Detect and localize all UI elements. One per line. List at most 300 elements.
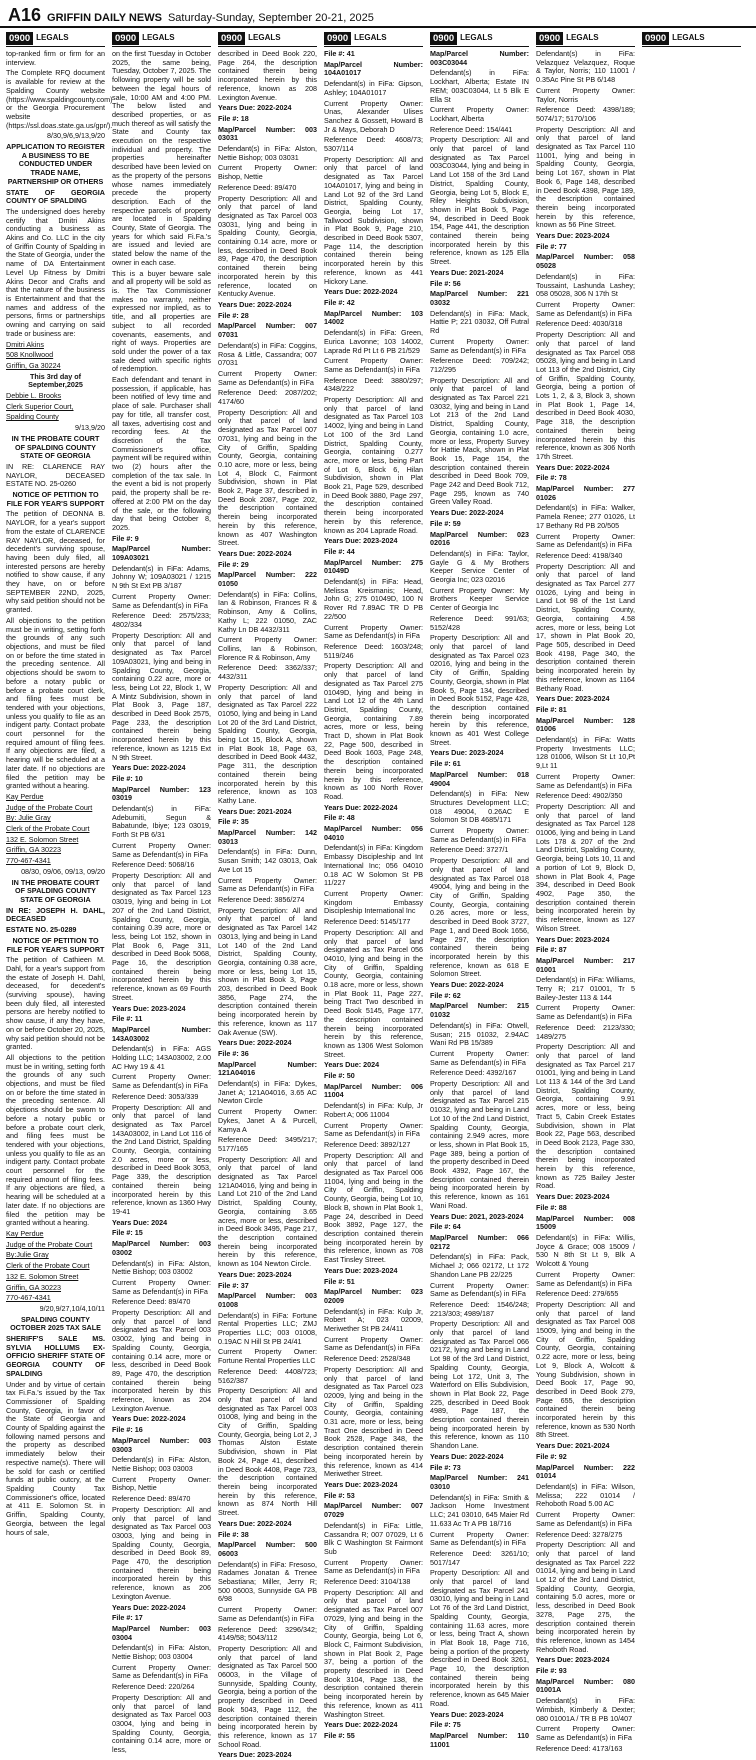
legal-paragraph: File #: 28: [218, 310, 249, 320]
legal-paragraph: Reference Deed: 3495/217; 5177/165: [218, 1135, 317, 1153]
legal-paragraph: Current Property Owner: Same as Defendant(s) in FiFa: [112, 840, 211, 859]
legal-paragraph: Years Due: 2022-2024: [324, 802, 398, 812]
legal-paragraph: Reference Deed: 4902/350: [536, 791, 623, 801]
legal-paragraph: Defendant(s) in FiFa: AGS Holding LLC; 143A03002, 2.00 AC Hwy 19 & 41: [112, 1044, 211, 1071]
legal-paragraph: Defendant(s) in FiFa: Lockhart, Alberta; Estate IN REM; 003C03044, Lt 5 Blk E Ella St: [430, 68, 529, 104]
legal-paragraph: Current Property Owner: Same as Defendant(s) in FiFa: [112, 591, 211, 610]
legal-paragraph: File #: 42: [324, 297, 355, 307]
legal-paragraph: Defendant(s) in FiFa: Coggins, Rosa & Little, Cassandra; 007 07031: [218, 340, 317, 368]
legal-paragraph: Clerk of the Probate Court: [6, 824, 90, 834]
legal-paragraph: By:Julie Gray: [6, 1250, 49, 1260]
legal-paragraph: Years Due: 2022-2024: [218, 1518, 292, 1528]
legal-paragraph: All objections to the petition must be in writing, setting forth the grounds of any such objections, and must be filed on or before the time stated in the preceding sentence. All objections should be sworn to before a notary public or before a probate court clerk, and filing fees must be tendered with your objections, unless you qualify to file as an indigent party. Contact probate court personnel for the required amount of filing fees. If any objections are filed, a hearing will be scheduled at a later date. If no objections are filed the petition may be granted without a hearing.: [6, 615, 105, 791]
legal-paragraph: Reference Deed: 2123/330; 1489/275: [536, 1022, 635, 1041]
legal-paragraph: Years Due: 2023-2024: [536, 934, 610, 944]
legal-paragraph: Current Property Owner: Same as Defendant(s) in FiFa: [324, 1120, 423, 1139]
legal-paragraph: 132 E. Solomon Street: [6, 834, 79, 844]
legal-paragraph: IN THE PROBATE COURT OF SPALDING COUNTY STATE OF GEORGIA: [11, 433, 100, 461]
legal-paragraph: Defendant(s) in FiFa: Dykes, Janet A; 121A04016, 3.65 AC Newton Circle: [218, 1079, 317, 1106]
legals-code: 0900: [536, 32, 563, 45]
legal-paragraph: File #: 56: [430, 278, 461, 288]
legal-paragraph: All objections to the petition must be in writing, setting forth the grounds of any such objections, and must be filed on or before the time stated in the preceding sentence. All objections should be sworn to before a notary public or before a probate court clerk, and filing fees must be tendered with your objections, unless you qualify to file as an indigent party. Contact probate court personnel for the required amount of filing fees. If any objections are filed, a hearing will be scheduled at a later date. If no objections are filed the petition may be granted without a hearing.: [6, 1052, 105, 1228]
legals-code: 0900: [6, 32, 33, 45]
legal-paragraph: Years Due: 2023-2024: [430, 748, 504, 758]
legal-paragraph: Defendant(s) in FiFa: Pack, Michael J; 066 02172, Lt 172 Shandon Lane PB 22/225: [430, 1252, 529, 1279]
legal-paragraph: Years Due: 2022-2024: [218, 103, 292, 113]
legal-paragraph: Property Description: All and only that parcel of land designated as Tax Parcel 023 02016, lying and being in the City of Griffin, Spalding County, Georgia, shown in Plat Book 5, Page 134, described in Deed Book 5152, Page 428, the description contained therein being incorporated herein by this reference, known as 401 West College Street.: [430, 633, 529, 747]
legal-paragraph: Defendant(s) in FiFa: Kulp, Jr Robert A; 006 11004: [324, 1101, 423, 1119]
legal-paragraph: Property Description: All and only that parcel of land designated as Tax Parcel 007 07029, lying and being in the City of Griffin, Spalding County, Georgia, being Lot 6, Block C, Fairmont Subdivision, shown in Plat Book 2, Page 37, being a portion of the property described in Deed Book 3104, Page 138, the description contained therein being incorporated herein by this reference, known as 411 Washington Street.: [324, 1587, 423, 1719]
page-masthead: [0, 0, 756, 28]
legal-paragraph: File #: 55: [324, 1730, 355, 1740]
legal-paragraph: Spalding County: [6, 412, 59, 422]
legal-paragraph: Reference Deed: 2528/348: [324, 1354, 411, 1364]
legal-paragraph: File #: 87: [536, 945, 567, 955]
legal-paragraph: File #: 11: [112, 1014, 143, 1024]
legal-paragraph: Current Property Owner: Same as Defendant(s) in FiFa: [536, 299, 635, 318]
legal-paragraph: NOTICE OF PETITION TO FILE FOR YEAR'S SUPPORT: [6, 490, 105, 508]
legal-paragraph: Property Description: All and only that parcel of land designated as Tax Parcel 023 02009, lying and being in the City of Griffin, Spalding County, Georgia, containing 0.31 acre, more or less, being Tract One described in Deed Book 2528, Page 348, the description contained therein being incorporated herein by this reference, known as 414 Meriwether Street.: [324, 1364, 423, 1479]
legals-code: 0900: [218, 32, 245, 45]
legal-paragraph: Current Property Owner: Same as Defendant(s) in FiFa: [430, 1529, 529, 1548]
legals-header: [324, 32, 423, 47]
legal-paragraph: File #: 36: [218, 1048, 249, 1058]
legal-paragraph: Reference Deed: 4173/163: [536, 1743, 623, 1753]
legal-paragraph: Defendant(s) in FiFa: Mack, Hattie P; 221 03032, Off Futral Rd: [430, 308, 529, 336]
legals-label: LEGALS: [460, 33, 493, 43]
legal-paragraph: Map/Parcel Number: 142 03013: [218, 828, 317, 846]
legal-paragraph: File #: 75: [430, 1720, 461, 1730]
column-body: [112, 50, 211, 1755]
legal-paragraph: Kay Perdue: [6, 1229, 44, 1238]
legal-paragraph: Current Property Owner: Same as Defendant(s) in FiFa: [324, 1334, 423, 1353]
legal-paragraph: 8/30,9/6,9/13,9/20: [47, 131, 105, 141]
legal-paragraph: described in Deed Book 220, Page 264, the description contained therein being incorporated herein by this reference, known as 208 Lexington Avenue.: [218, 49, 317, 102]
legal-paragraph: Judge of the Probate Court: [6, 1239, 93, 1249]
legal-paragraph: Map/Parcel Number: 500 06003: [218, 1540, 317, 1558]
legal-paragraph: IN RE: JOSEPH H. DAHL, DECEASED: [6, 905, 105, 924]
legal-paragraph: Griffin, GA 30223: [6, 845, 62, 855]
legal-paragraph: Years Due: 2023-2024: [536, 231, 610, 241]
legals-header: [642, 32, 741, 47]
legal-paragraph: Defendant(s) in FiFa: Watts Property Investments LLC; 128 01006, Wilson St Lt 10,Pt 9,Lt 11: [536, 735, 635, 771]
legal-paragraph: Each defendant and tenant in possession, if applicable, has been notified of levy time and place of sale. Purchaser shall pay for title, all transfer cost, all taxes, advertising cost and recording fees. At the discretion of the Tax Commissioner's office, payment will be required within two (2) hours after the completion of the tax sale. In the event a bid is not properly paid, the property shall be re-offered at 2:00 PM on the day of the sale, or the following day that being October 8, 2025.: [112, 375, 211, 532]
legal-paragraph: File #: 50: [324, 1071, 355, 1081]
column-body: [324, 50, 423, 1741]
legal-paragraph: Years Due: 2024: [112, 1217, 168, 1227]
legal-paragraph: File #: 77: [536, 241, 567, 251]
legal-paragraph: Current Property Owner: Taylor, Norris: [536, 85, 635, 104]
legal-paragraph: Current Property Owner: Same as Defendant(s) in FiFa: [324, 356, 423, 374]
legal-paragraph: 508 Knollwood: [6, 350, 54, 360]
legal-paragraph: Map/Parcel Number: 215 01032: [430, 1001, 529, 1020]
legals-code: 0900: [112, 32, 139, 45]
legal-paragraph: Reference Deed: 3053/339: [112, 1091, 199, 1101]
legal-paragraph: Current Property Owner: Same as Defendant(s) in FiFa: [536, 1510, 635, 1528]
legal-paragraph: Defendant(s) in FiFa: Little, Cassandra R; 007 07029, Lt 6 Blk C Washington St Fairmont Sub: [324, 1520, 423, 1556]
legal-paragraph: Years Due: 2021-2024: [218, 806, 292, 816]
legal-paragraph: The Complete RFQ document is available for review at the Spalding County website (https://www.spaldingcounty.com) or the Georgia Procurement website (https://ssl.doas.state.ga.us/gpr/).: [6, 68, 113, 130]
column-1: [6, 32, 113, 1592]
legal-paragraph: Map/Parcel Number: 003 01008: [218, 1291, 317, 1309]
legal-paragraph: Under and by virtue of certain tax Fi.Fa.'s issued by the Tax Commissioner of Spalding County, Georgia, in favor of the State of Georgia and County of Spalding against the following named persons and the property as described immediately below their respective name(s). There will be sold for cash or certified funds at public outcry, at the Spalding County Tax Commissioner's office, located at 411 E. Solomon St. in Griffin, Spalding County, Georgia, between the legal hours of sale,: [6, 1379, 105, 1537]
legal-paragraph: Reference Deed: 89/470: [218, 182, 297, 192]
legal-paragraph: Dmitri Akins: [6, 339, 44, 349]
column-body: [218, 50, 317, 1760]
legal-paragraph: Property Description: All and only that parcel of land designated as Tax Parcel 058 05028, lying and being in Land Lot 113 of the 2nd District, City of Griffin, Spalding County, Georgia, being a portion of Lots 1, 2, & 3, Block 3, shown in Plat Book 1, Page 14, described in Deed Book 4030, Page 318, the description contained therein being incorporated herein by this reference, known as 306 North 17th Street.: [536, 330, 635, 461]
legal-paragraph: Current Property Owner: Unas, Alexander Ulises Sanchez & Gossett, Howard B Jr & Mays, Deborah D: [324, 98, 423, 134]
legal-paragraph: 08/30, 09/06, 09/13, 09/20: [21, 866, 105, 876]
legal-paragraph: Map/Parcel Number: 109A03021: [112, 544, 211, 563]
legal-paragraph: Defendant(s) in FiFa: Wilson, Melissa; 222 01014 / Rehoboth Road 5.00 AC: [536, 1481, 635, 1509]
legal-paragraph: Current Property Owner: Dykes, Janet A & Purcell, Kamya A: [218, 1107, 317, 1134]
legal-paragraph: Years Due: 2022-2024: [218, 299, 292, 309]
legal-paragraph: File #: 15: [112, 1228, 143, 1238]
legal-paragraph: Defendant(s) in FiFa: Smith & Jackson Home Investment LLC; 241 03010, 645 Maier Rd 11.633 Ac Tr A PB 18/716: [430, 1492, 529, 1528]
legal-paragraph: Defendant(s) in FiFa: Fortune Rental Properties LLC; ZMJ Properties LLC; 003 01008, 0.19AC N Hill St PB 24/41: [218, 1310, 317, 1346]
legal-paragraph: By: Julie Gray: [6, 813, 51, 823]
legal-paragraph: Reference Deed: 5068/16: [112, 860, 195, 870]
legal-paragraph: Property Description: All and only that parcel of land designated as Tax Parcel 003 03031, lying and being in Spalding County, Georgia, containing 0.14 acre, more or less, described in Deed Book 89, Page 470, the description contained therein being incorporated herein by this reference, located on Kentucky Avenue.: [218, 193, 317, 299]
column-2: [112, 32, 211, 1755]
legal-paragraph: 9/13,9/20: [75, 423, 105, 433]
legal-paragraph: 770-467-4341: [6, 856, 51, 866]
legal-paragraph: Property Description: All and only that parcel of land designated as Tax Parcel 003 03003, lying and being in Spalding County, Georgia, described in Deed Book 89, Page 470, the description contained therein being incorporated herein by this reference, known as 206 Lexington Avenue.: [112, 1504, 211, 1601]
legal-paragraph: Reference Deed: 2575/233; 4802/334: [112, 611, 211, 629]
legal-paragraph: Years Due: 2023-2024: [112, 1003, 186, 1013]
legal-paragraph: Years Due: 2022-2024: [430, 508, 504, 518]
legal-paragraph: Property Description: All and only that parcel of land designated as Tax Parcel 066 02172, lying and being in Land Lot 98 of the 3rd Land District, Spalding County, Georgia, being Lot 172, Unit 3, The Waterford on Ellis Subdivision, shown in Plat Book 22, Page 225, described in Deed Book 4989, Page 187, the description contained therein being incorporated herein by this reference, known as 110 Shandon Lane.: [430, 1319, 529, 1451]
legals-label: LEGALS: [672, 33, 705, 43]
legal-paragraph: SHERIFF'S SALE MS. SYLVIA HOLLUMS EX-OFFICIO SHERIFF STATE OF GEORGIA COUNTY OF SPALDING: [6, 1334, 105, 1378]
legal-paragraph: Map/Parcel Number: 003 03031: [218, 124, 317, 143]
legal-paragraph: Property Description: All and only that parcel of land designated as Tax Parcel 215 01032, lying and being in Land Lot 10 of the 2nd Land District, Spalding County, Georgia, containing 2.949 acres, more or less, shown in Plat Book 15, Page 389, being a portion of the property described in Deed Book 4392, Page 167, the description contained therein being incorporated herein by this reference, known as 161 Wani Road.: [430, 1079, 529, 1210]
legal-paragraph: Map/Parcel Number: 217 01001: [536, 955, 635, 974]
legal-paragraph: Reference Deed: 3296/342; 4149/58; 5043/112: [218, 1624, 317, 1643]
legal-paragraph: Griffin, Ga 30224: [6, 360, 61, 370]
legals-label: LEGALS: [354, 33, 387, 43]
legal-paragraph: Reference Deed: 1603/248; 5119/246: [324, 642, 423, 660]
legal-paragraph: Property Description: All and only that parcel of land designated as Tax Parcel 222 01014, lying and being in Land Lot 12 of the 3rd Land District, Spalding County, Georgia, containing 5.0 acres, more or less, described in Deed Book 3278, Page 275, the description contained therein being incorporated herein by this reference, known as 1454 Rehoboth Road.: [536, 1540, 635, 1654]
legal-paragraph: Map/Parcel Number: 123 03019: [112, 784, 211, 803]
legal-paragraph: This 3rd day of September,2025: [28, 371, 83, 390]
legal-paragraph: Map/Parcel Number: 003 03003: [112, 1435, 211, 1454]
legal-paragraph: Reference Deed: 3727/1: [430, 845, 509, 855]
legal-paragraph: Judge of the Probate Court: [6, 802, 93, 812]
legal-paragraph: Defendant(s) in FiFa: Wimbish, Kimberly & Dexter; 080 01001A / TR B PB 10/407: [536, 1696, 635, 1723]
legal-paragraph: 132 E. Solomon Street: [6, 1271, 79, 1281]
legal-paragraph: Map/Parcel Number: 007 07031: [218, 321, 317, 340]
legal-paragraph: The petition of Cathieen M. Dahl, for a year's support from the estate of Joseph H. Dahl, deceased, for decedent's (surviving spouse), having been duly filed, all interested persons are hereby notified to show cause, if any they have, on or before October 20, 2025, why said petition should not be granted.: [6, 955, 105, 1052]
legal-paragraph: Map/Parcel Number: 103 14002: [324, 308, 423, 327]
legal-paragraph: File #: 73: [430, 1462, 461, 1472]
legal-paragraph: Property Description: All and only that parcel of land designated as Tax Parcel 110 11001, lying and being in Spalding County, Georgia, being Lot 167, shown in Plat Book 6, Page 148, described in Deed Book 4398, Page 189, the description contained therein being incorporated herein by this reference, known as 56 Pine Street.: [536, 124, 635, 230]
legal-paragraph: Property Description: All and only that parcel of land designated as Tax Parcel 142 03013, lying and being in Land Lot 140 of the 2nd Land District, Spalding County, Georgia, containing 0.38 acre, more or less, being Lot 15, shown in Plat Book 3, Page 203, described in Deed Book 3856, Page 274, the description contained therein being incorporated herein by this reference, known as 117 Oak Avenue (SW).: [218, 905, 317, 1037]
legal-paragraph: Current Property Owner: Same as Defendant(s) in FiFa: [536, 1003, 635, 1022]
legal-paragraph: The undersigned does hereby certify that Dmitri Akins conducting a business as Akins and Co. LLC in the city of Griffin County of Spalding in the State of Georgia, under the name of DA Entertainment Level Up Fitness by Dmitri Akins Decor and Crafts and that the nature of the business is Entertainment and that the names and address of the persons, firms or partnerships owning and carrying on said trade or business are:: [6, 206, 105, 338]
legal-paragraph: Map/Parcel Number: 023 02016: [430, 529, 529, 548]
legal-paragraph: Current Property Owner: Same as Defendant(s) in FiFa: [430, 336, 529, 355]
legal-paragraph: Map/Parcel Number: 006 11004: [324, 1081, 423, 1100]
legal-paragraph: Years Due: 2022-2024: [112, 1602, 186, 1612]
legal-paragraph: Years Due: 2023-2024: [536, 1655, 610, 1665]
legal-paragraph: Years Due: 2023-2024: [324, 1479, 398, 1489]
legal-paragraph: Defendant(s) in FiFa: Fresoso, Radames Jonatan & Trenee Sebastiana; Miller, Jerry R; 500 06003, Sunnyside GA PB 6/98: [218, 1559, 317, 1604]
column-4: [324, 32, 423, 1740]
legal-paragraph: Current Property Owner: Kingdom Embassy Discipleship International Inc: [324, 888, 423, 916]
legal-paragraph: Property Description: All and only that parcel of land designated as Tax Parcel 123 03019, lying and being in Lot 207 of the 2nd Land District, Spalding County, Georgia, containing 0.39 acre, more or less, being Lot 152, shown in Plat Book 6, Page 311, described in Deed Book 5068, Page 16, the description contained therein being incorporated herein by this reference, known as 69 Fourth Street.: [112, 870, 211, 1002]
legal-paragraph: Current Property Owner: Same as Defendant(s) in FiFa: [430, 1048, 529, 1067]
legal-paragraph: Reference Deed: 89/470: [112, 1297, 191, 1307]
legal-paragraph: Map/Parcel Number: 003C03044: [430, 49, 529, 67]
column-5: [430, 32, 529, 1749]
legal-paragraph: Defendant(s) in FiFa: Adams, Johnny W; 109A03021 / 1215 N 9th St Ext PB 3/187: [112, 563, 211, 591]
legal-paragraph: Current Property Owner: Same as Defendant(s) in FiFa: [324, 622, 423, 641]
legal-paragraph: Map/Parcel Number: 275 01049D: [324, 557, 423, 576]
legal-paragraph: Current Property Owner: Same as Defendant(s) in FiFa: [536, 771, 635, 790]
legal-paragraph: Current Property Owner: Same as Defendant(s) in FiFa: [536, 531, 635, 550]
column-3: [218, 32, 317, 1760]
legal-paragraph: Property Description: All and only that parcel of land designated as Tax Parcel 241 03010, lying and being in Land Lot 76 of the 3rd Land District, Spalding County, Georgia, containing 11.63 acres, more or less, being Tract A, shown in Plat Book 18, Page 716, being a portion of the property described in Deed Book 3261, Page 10, the description contained therein being incorporated herein by this reference, known as 645 Maier Road.: [430, 1568, 529, 1708]
legal-paragraph: on the first Tuesday in October 2025, the same being, Tuesday, October 7, 2025. The following property will be sold between the legal hours of sale, 10:00 AM and 4:00 PM. The below listed and described properties, or as much thereof as will satisfy the State and County tax execution on the respective individual and property. The properties hereinafter described have been levied on as the property of the persons whose names immediately precede the property description. Each of the respective parcels of property are located in Spalding County, State of Georgia. The years for which said Fi.Fa.'s are issued and levied are stated below the name of the owner in each case.: [112, 49, 211, 267]
legal-paragraph: Defendant(s) in FiFa: Taylor, Gayle G & My Brothers Keeper Service Center of Georgia Inc; 023 02016: [430, 548, 529, 585]
legal-paragraph: Current Property Owner: Fortune Rental Properties LLC: [218, 1347, 317, 1366]
legal-paragraph: Reference Deed: 279/655: [536, 1289, 619, 1299]
legal-paragraph: Map/Parcel Number: 056 04010: [324, 824, 423, 842]
legal-paragraph: Reference Deed: 709/242; 712/295: [430, 356, 529, 374]
legal-paragraph: This is a buyer beware sale and all property will be sold as is. The Tax Commissioner makes no warranty, neither expressed nor implied, as to title, and all properties are subject to all recorded covenants, easements, and right of ways. Properties are sold under the power of a tax sale deed with specific rights of redemption.: [112, 268, 211, 374]
legal-paragraph: Years Due: 2022-2024: [324, 287, 398, 297]
legal-paragraph: Reference Deed: 1546/248; 2213/303; 4989/187: [430, 1299, 529, 1318]
legal-paragraph: Property Description: All and only that parcel of land designated as Tax Parcel 018 49004, lying and being in the City of Griffin, Spalding County, Georgia, containing 0.26 acres, more or less, described in Deed Book 3727, Page 1, and Deed Book 1656, Page 297, the description contained therein being incorporated herein by this reference, known as 618 E Solomon Street.: [430, 856, 529, 979]
legal-paragraph: File #: 10: [112, 773, 143, 783]
legal-paragraph: Current Property Owner: Same as Defendant(s) in FiFa: [430, 1280, 529, 1299]
legal-paragraph: Defendant(s) in FiFa: Alston, Nettie Bishop; 003 03003: [112, 1455, 211, 1473]
legal-paragraph: File #: 38: [218, 1529, 249, 1539]
legal-paragraph: File #: 53: [324, 1490, 355, 1500]
legal-paragraph: Map/Parcel Number: 008 15009: [536, 1213, 635, 1232]
legal-columns: [0, 28, 756, 1760]
legal-paragraph: Property Description: All and only that parcel of land designated as Tax Parcel 003 03004, lying and being in Spalding County, Georgia, containing 0.14 acre, more or less,: [112, 1692, 211, 1755]
legal-paragraph: Defendant(s) in FiFa: Head, Melissa Kreismanis; Head, John G; 275 01049D, 100 N Rover Rd 7.89AC TR D PB 22/500: [324, 577, 423, 621]
legal-paragraph: 770-467-4341: [6, 1293, 51, 1303]
legal-paragraph: The petition of DEONNA B. NAYLOR, for a year's support from the estate of CLARENCE RAY NAYLOR, deceased, for decedent's surviving spouse, having been duly filed, all interested persons are hereby notified to show cause, if any they have, on or before SEPTEMBER 22ND, 2025, why said petition should not be granted.: [6, 509, 105, 615]
legal-paragraph: Current Property Owner: Same as Defendant(s) in FiFa: [430, 826, 529, 844]
legal-paragraph: File #: 9: [112, 533, 139, 543]
legal-paragraph: Reference Deed: 220/264: [112, 1682, 195, 1692]
legal-paragraph: SPALDING COUNTY OCTOBER 2025 TAX SALE: [10, 1314, 101, 1333]
legal-paragraph: Property Description: All and only that parcel of land designated as Tax Parcel 109A03021, lying and being in Spalding County, Georgia, containing 0.22 acre, more or less, being Lot 22, Block 1, W A Mintz Subdivision, shown in Plat Book 3, Page 187, described in Deed Book 2575, Page 233, the description contained therein being incorporated herein by this reference, known as 1215 Ext N 9th Street.: [112, 630, 211, 762]
legal-paragraph: Map/Parcel Number: 104A01017: [324, 59, 423, 78]
legal-paragraph: Property Description: All and only that parcel of land designated as Tax Parcel 143A03002, in Land Lot 116 of the 2nd Land District, Spalding County, Georgia, containing 2.0 acres, more or less, described in Deed Book 3053, Page 339, the description contained therein being incorporated herein by this reference, known as 1360 Hwy 19-41: [112, 1102, 211, 1216]
legal-paragraph: Defendant(s) in FiFa: New Structures Development LLC; 018 49004, 0.26AC E Solomon St DB 4685/171: [430, 789, 529, 825]
legal-paragraph: Reference Deed: 2087/202; 4174/60: [218, 388, 317, 407]
legal-paragraph: File #: 29: [218, 559, 249, 569]
legal-paragraph: Map/Parcel Number: 222 01050: [218, 570, 317, 589]
legal-paragraph: Defendant(s) in FiFa: Alston, Nettie Bishop; 003 03002: [112, 1258, 211, 1277]
legal-paragraph: Reference Deed: 4392/167: [430, 1068, 517, 1078]
legal-paragraph: Current Property Owner: Same as Defendant(s) in FiFa: [112, 1662, 211, 1681]
legal-paragraph: Current Property Owner: Same as Defendant(s) in FiFa: [112, 1277, 211, 1296]
legal-paragraph: Years Due: 2022-2024: [430, 1451, 504, 1461]
legal-paragraph: Map/Parcel Number: 241 03010: [430, 1473, 529, 1491]
legal-paragraph: File #: 61: [430, 759, 461, 769]
legals-code: 0900: [430, 32, 457, 45]
legal-paragraph: Map/Parcel Number: 143A03002: [112, 1024, 211, 1043]
legal-paragraph: Defendant(s) in FiFa: Collins, Ian & Robinson, Frances R & Robinson, Amy & Collins, Kathy L; 222 01050, ZAC Kathy Ln DB 4432/311: [218, 589, 317, 634]
legal-paragraph: File #: 37: [218, 1280, 249, 1290]
legal-paragraph: Property Description: All and only that parcel of land designated as Tax Parcel 221 03032, lying and being in Land Lot 213 of the 2nd Land District, Spalding County, Georgia, containing 1.0 acre, more or less, Property Survey for Hattie Mack, shown in Plat Book 15, Page 154, the description contained therein described in Deed Book 709, Page 242 and Deed Book 712, Page 295, known as 740 Green Valley Road.: [430, 375, 529, 507]
legals-label: LEGALS: [142, 33, 175, 43]
legal-paragraph: Years Due: 2023-2024: [218, 1269, 292, 1279]
legal-paragraph: File #: 48: [324, 813, 355, 823]
legal-paragraph: Defendant(s) in FiFa: Otwell, Susan; 215 01032, 2.94AC Wani Rd PB 15/389: [430, 1020, 529, 1048]
legal-paragraph: File #: 88: [536, 1202, 567, 1212]
legal-paragraph: Kay Perdue: [6, 791, 44, 801]
legal-paragraph: Reference Deed: 4198/340: [536, 550, 623, 560]
legal-paragraph: Years Due: 2021-2024: [536, 1441, 610, 1451]
legal-paragraph: File #: 81: [536, 704, 567, 714]
legal-paragraph: Current Property Owner: Same as Defendant(s) in FiFa: [218, 1605, 317, 1623]
legal-paragraph: Property Description: All and only that parcel of land designated as Tax Parcel 008 15009, lying and being in the City of Griffin, Spalding County, Georgia, containing 0.22 acre, more or less, being Lot 9, Block A, Wolcott & Young Subdivision, shown in Deed Book 17, Page 90, described in Deed Book 279, Page 655, the description contained therein being incorporated herein by this reference, known as 530 North 8th Street.: [536, 1299, 635, 1440]
legals-header: [430, 32, 529, 47]
legals-header: [218, 32, 317, 47]
legal-paragraph: Reference Deed: 3104/138: [324, 1577, 411, 1587]
legal-paragraph: Griffin, GA 30223: [6, 1282, 62, 1292]
legal-paragraph: Years Due: 2023-2024: [324, 536, 398, 546]
legal-paragraph: File #: 16: [112, 1425, 143, 1435]
legal-paragraph: Property Description: All and only that parcel of land designated as Tax Parcel 003C03044, lying and being in Land Lot 158 of the 3rd Land District, Spalding County, Georgia, being Lot 5, Block E, Riley Heights Subdivision, shown in Plat Book 5, Page 94, described in Deed Book 154, Page 441, the description contained therein being incorporated herein by this reference, known as 125 Ella Street.: [430, 135, 529, 267]
legal-paragraph: Property Description: All and only that parcel of land designated as Tax Parcel 056 04010, lying and being in the City of Griffin, Spalding County, Georgia, containing 0.18 acre, more or less, shown in Plat Book 11, Page 227, being Tract Two described in Deed Book 5145, Page 177, the description contained therein being incorporated herein by this reference, known as 1306 West Solomon Street.: [324, 927, 423, 1059]
legal-paragraph: File #: 17: [112, 1613, 143, 1623]
legals-label: LEGALS: [248, 33, 281, 43]
legal-paragraph: Defendant(s) in FiFa: Alston, Nettie Bishop; 003 03004: [112, 1643, 211, 1662]
legal-paragraph: File #: 18: [218, 113, 249, 123]
legal-paragraph: Years Due: 2022-2024: [218, 1038, 292, 1048]
legal-paragraph: File #: 59: [430, 518, 461, 528]
legal-paragraph: Current Property Owner: Lockhart, Alberta: [430, 105, 529, 123]
legal-paragraph: Reference Deed: 89/470: [112, 1494, 191, 1504]
legal-paragraph: File #: 64: [430, 1222, 461, 1232]
legal-paragraph: Reference Deed: 5145/177: [324, 917, 411, 927]
legal-paragraph: Map/Parcel Number: 222 01014: [536, 1462, 635, 1481]
legal-paragraph: Property Description: All and only that parcel of land designated as Tax Parcel 128 01006, lying and being in Land Lots 178 & 207 of the 2nd Land District, Spalding County, Georgia, being Lots 10, 11 and a portion of Lot 9, Block D, shown in Plat Book 4, Page 394, described in Deed Book 4902, Page 350, the description contained therein being incorporated herein by this reference, known as 127 Wilson Street.: [536, 801, 635, 933]
legal-paragraph: Property Description: All and only that parcel of land designated as Tax Parcel 222 01050, lying and being in Land Lot 20 of the 3rd Land District, Spalding County, Georgia, being Lot 15, Block A, shown in Plat Book 18, Page 63, described in Deed Book 4432, Page 311, the description contained therein being incorporated herein by this reference, known as 103 Kathy Lane.: [218, 682, 317, 805]
legal-paragraph: Reference Deed: 991/63; 5152/428: [430, 613, 529, 632]
legal-paragraph: Map/Parcel Number: 128 01006: [536, 715, 635, 734]
legal-paragraph: Property Description: All and only that parcel of land designated as Tax Parcel 003 03002, lying and being in Spalding County, Georgia, containing 0.14 acre, more or less, described in Deed Book 89, Page 470, the description contained therein being incorporated herein by this reference, known as 204 Lexington Avenue.: [112, 1308, 211, 1413]
legal-paragraph: Map/Parcel Number: 080 01001A: [536, 1676, 635, 1695]
legal-paragraph: Map/Parcel Number: 023 02009: [324, 1287, 423, 1305]
legal-paragraph: Property Description: All and only that parcel of land designated as Tax Parcel 103 14002, lying and being in Land Lot 100 of the 3rd Land District, Spalding County, Georgia, containing 0.277 acre, more or less, being Part of Lot 6, Block 6, Hilan Subdivision, shown in Plat Book 21, Page 529, described in Deed Book 3880, Page 297, the description contained therein being incorporated herein by this reference, known as 204 Laprade Road.: [324, 395, 423, 535]
legal-paragraph: File #: 92: [536, 1451, 567, 1461]
legal-paragraph: Current Property Owner: Same as Defendant(s) in FiFa: [324, 1557, 423, 1576]
legal-paragraph: Defendant(s) in FiFa: Dunn, Susan Smith; 142 03013, Oak Ave Lot 15: [218, 847, 317, 874]
legal-paragraph: Defendant(s) in FiFa: Toussaint, Lashunda Lashey; 058 05028, 306 N 17th St: [536, 271, 635, 299]
legal-paragraph: Reference Deed: 4408/723; 5162/387: [218, 1366, 317, 1385]
legal-paragraph: File #: 93: [536, 1666, 567, 1676]
legal-paragraph: Current Property Owner: Bishop, Nettie: [218, 163, 317, 182]
legal-paragraph: Years Due: 2023-2024: [536, 1192, 610, 1202]
legal-paragraph: Years Due: 2023-2024: [536, 694, 610, 704]
legal-paragraph: Map/Parcel Number: 058 05028: [536, 252, 635, 271]
legals-label: LEGALS: [36, 33, 69, 43]
legal-paragraph: Debbie L. Brooks: [6, 391, 62, 401]
newspaper-name: GRIFFIN DAILY NEWS: [47, 12, 162, 24]
legal-paragraph: Reference Deed: 3880/297; 4348/222: [324, 375, 423, 394]
legal-paragraph: Years Due: 2022-2024: [218, 548, 292, 558]
legals-code: 0900: [642, 32, 669, 45]
legals-header: [6, 32, 105, 47]
legal-paragraph: 9/20,9/27,10/4,10/11: [39, 1303, 105, 1313]
legal-paragraph: Map/Parcel Number: 277 01026: [536, 484, 635, 502]
legal-paragraph: Map/Parcel Number: 066 02172: [430, 1233, 529, 1251]
legals-label: LEGALS: [566, 33, 599, 43]
legal-paragraph: Years Due: 2021-2024: [430, 267, 504, 277]
legal-paragraph: Property Description: All and only that parcel of land designated as Tax Parcel 104A01017, lying and being in Land Lot 92 of the 3rd Land District, Spalding County, Georgia, being Lot 17, Tallwood Subdivision, shown in Plat Book 9, Page 210, described in Deed Book 5307, Page 114, the description contained therein being incorporated herein by this reference, known as 441 Hickory Lane.: [324, 154, 423, 286]
legal-paragraph: Years Due: 2023-2024: [218, 1750, 292, 1760]
legal-paragraph: Current Property Owner: Same as Defendant(s) in FiFa: [536, 1724, 635, 1742]
legal-paragraph: Property Description: All and only that parcel of land designated as Tax Parcel 003 01008, lying and being in the City of Griffin, Spalding County, Georgia, being Lot 2, J Thomas Alston Estate Subdivision, shown in Plat Book 24, Page 41, described in Deed Book 4408, Page 723, the description contained therein being incorporated herein by this reference, known as 874 North Hill Street.: [218, 1386, 317, 1518]
legal-paragraph: Reference Deed: 3856/274: [218, 894, 305, 904]
legals-header: [536, 32, 635, 47]
legal-paragraph: IN THE PROBATE COURT OF SPALDING COUNTY STATE OF GEORGIA: [11, 877, 100, 904]
legal-paragraph: Property Description: All and only that parcel of land designated as Tax Parcel 121A04016, lying and being in Land Lot 210 of the 2nd Land District, Spalding County, Georgia, containing 3.65 acres, more or less, described in Deed Book 3495, Page 217, the description contained therein being incorporated herein by this reference, known as 104 Newton Circle.: [218, 1154, 317, 1269]
legal-paragraph: Years Due: 2022-2024: [430, 980, 504, 990]
issue-date: Saturday-Sunday, September 20-21, 2025: [167, 12, 374, 24]
legal-paragraph: File #: 35: [218, 817, 249, 827]
legal-paragraph: Defendant(s) in FiFa: Willis, Joyce & Grace; 008 15009 / 530 N 8th St Lt 9, Blk A Wolcott & Young: [536, 1233, 635, 1269]
legal-paragraph: Map/Parcel Number: 003 03002: [112, 1239, 211, 1257]
legal-paragraph: Property Description: All and only that parcel of land designated as Tax Parcel 217 01001, lying and being in Land Lot 113 & 144 of the 3rd Land District, Spalding County, Georgia, containing 9.91 acres, more or less, being Tract 5, Cabin Creek Estates Subdivision, shown in Plat Book 22, Page 563, described in Deed Book 2123, Page 330, the description contained therein being incorporated herein by this reference, known as 725 Bailey Jester Road.: [536, 1042, 635, 1191]
legal-paragraph: Reference Deed: 3362/337; 4432/311: [218, 663, 317, 682]
legal-paragraph: Defendant(s) in FiFa: Kingdom Embassy Discipleship and Int International Inc; 056 04010 0.18 AC W Solomon St PB 11/227: [324, 843, 423, 888]
column-6: [536, 32, 635, 1753]
legal-paragraph: Map/Parcel Number: 221 03032: [430, 289, 529, 307]
legal-paragraph: Reference Deed: 4030/318: [536, 319, 623, 329]
legal-paragraph: Defendant(s) in FiFa: Williams, Terry R; 217 01001, Tr 5 Bailey-Jester 113 & 144: [536, 975, 635, 1002]
legal-paragraph: Property Description: All and only that parcel of land designated as Tax Parcel 277 01026, Lying and being in Land Lot 98 of the 1st Land District, Spalding County, Georgia, containing 4.58 acres, more or less, being Lot 17, shown in Plat Book 20, Page 505, described in Deed Book 4198, Page 340, the description contained therein being incorporated herein by this reference, known as 1164 Bethany Road.: [536, 561, 635, 693]
legal-paragraph: top-ranked firm or firm for an interview.: [6, 49, 105, 67]
legal-paragraph: Years Due: 2022-2024: [112, 763, 186, 773]
legal-paragraph: Defendant(s) in FiFa: Walker, Pamela Renee; 277 01026, Lt 17 Bethany Rd PB 20/505: [536, 503, 635, 530]
legal-paragraph: Reference Deed: 3261/10; 5017/147: [430, 1548, 529, 1567]
legal-paragraph: Property Description: All and only that parcel of land designated as Tax Parcel 007 07031, lying and being in the City of Griffin, Spalding County, Georgia, containing 0.10 acre, more or less, being Lot 4, Block C, Fairmont Subdivision, shown in Plat Book 2, Page 37, described in Deed Book 2087, Page 202, the description contained therein being incorporated herein by this reference, known as 407 Washington Street.: [218, 407, 317, 548]
legal-paragraph: Defendant(s) in FiFa: Green, Eurica Lavonne; 103 14002, Laprade Rd Pt Lt 6 PB 21/529: [324, 328, 423, 355]
column-body: [430, 50, 529, 1749]
legal-paragraph: STATE OF GEORGIA COUNTY OF SPALDING: [6, 187, 105, 206]
legal-paragraph: Years Due: 2023-2024: [324, 1265, 398, 1275]
legal-paragraph: Years Due: 2021, 2023-2024: [430, 1211, 524, 1221]
legal-paragraph: Map/Parcel Number: 003 03004: [112, 1623, 211, 1642]
legal-paragraph: Defendant(s) in FiFa: Adebumiti, Segun & Babatunde, Ibiye; 123 03019, Forth St PB 6/31: [112, 804, 211, 840]
legal-paragraph: File #: 51: [324, 1276, 355, 1286]
legal-paragraph: Property Description: All and only that parcel of land designated as Tax Parcel 500 06003, in the Village of Sunnyside, Spalding County, Georgia, being a portion of the property described in Deed Book 5043, Page 112, the description contained therein being incorporated herein by this reference, known as 17 School Road.: [218, 1643, 317, 1749]
legals-code: 0900: [324, 32, 351, 45]
legal-paragraph: Defendant(s) in FiFa: Alston, Nettie Bishop; 003 03031: [218, 144, 317, 162]
legal-paragraph: Current Property Owner: Collins, Ian & Robinson, Florence R & Robinson, Amy: [218, 635, 317, 662]
legal-paragraph: Years Due: 2022-2024: [536, 462, 610, 472]
legal-paragraph: File #: 62: [430, 990, 461, 1000]
legal-paragraph: Current Property Owner: Same as Defendant(s) in FiFa: [536, 1269, 635, 1288]
legal-paragraph: Property Description: All and only that parcel of land designated as Tax Parcel 006 11004, lying and being in the City of Griffin, Spalding County, Georgia, being Lot 10, Block B, shown in Plat Book 1, Page 24, described in Deed Book 3892, Page 127, the description contained therein being incorporated herein by this reference, known as 708 East Tinsley Street.: [324, 1150, 423, 1265]
legal-paragraph: Map/Parcel Number: 018 49004: [430, 769, 529, 788]
legal-paragraph: Years Due: 2022-2024: [324, 1720, 398, 1730]
legal-paragraph: Clerk Superior Court,: [6, 401, 74, 411]
legal-paragraph: Years Due: 2023-2024: [430, 1709, 504, 1719]
legal-paragraph: Current Property Owner: Same as Defendant(s) in FiFa: [112, 1072, 211, 1091]
legal-paragraph: Years Due: 2022-2024: [112, 1414, 186, 1424]
